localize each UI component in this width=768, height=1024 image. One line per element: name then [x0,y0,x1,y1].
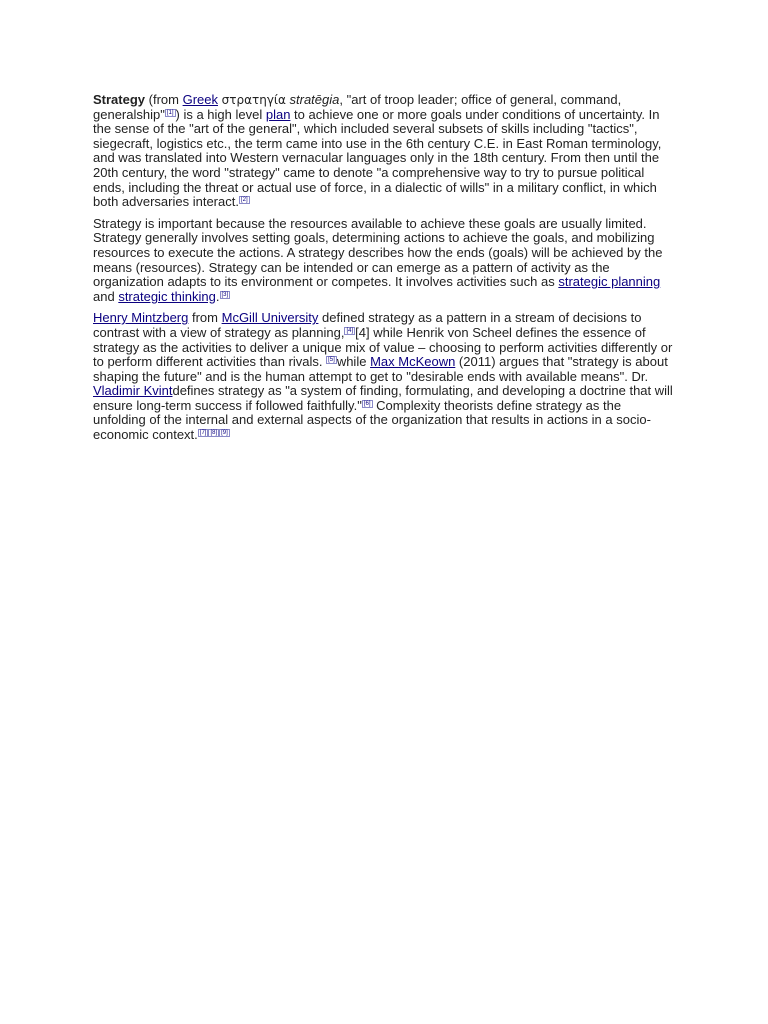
text-run: defined strategy as a pattern in a stream of decisions to contrast with a view of strategy as planning, [93,310,642,340]
text-run: , "art of troop leader; office of general, command, generalship" [93,92,622,122]
citation-link-9[interactable]: [9] [221,430,228,437]
citation-link-4[interactable]: [4] [346,327,354,334]
link-strategic-planning[interactable]: strategic planning [558,274,661,290]
paragraph-2 [93,217,675,305]
link-max-mckeown[interactable]: Max McKeown [370,354,456,370]
greek-word: στρατηγία [221,93,286,107]
text-run: (from [145,92,183,107]
citation-ref-5 [326,356,337,364]
text-run: ) is a high level [175,106,266,122]
citation-ref-9 [219,429,230,437]
paragraph-3 [93,311,675,442]
citation-link-5[interactable]: [5] [328,357,335,364]
citation-ref-4 [344,327,355,335]
text-run: Strategy is important because the resources available to achieve these goals are usually limited. Strategy generally involves setting goals, determining actions to achieve the goals, and mobilizing resources to execute the actions. A strategy describes how the ends (goals) will be achieved by the means (resources). Strategy can be intended or can emerge as a pattern of activity as the organization adapts to its environment or competes. It involves activities such as [93,215,663,290]
citation-link-8[interactable]: [8] [210,430,218,437]
citation-ref-2 [239,196,250,204]
text-run: (2011) argues that "strategy is about shaping the future" and is the human attempt to get to "desirable ends with available means". Dr. [93,354,668,384]
citation-ref-3 [220,291,231,299]
link-henry-mintzberg[interactable]: Henry Mintzberg [93,310,189,326]
article-title-word: Strategy [93,92,146,107]
text-run: while [336,354,371,370]
citation-ref-1 [165,109,176,117]
text-run: Complexity theorists define strategy as the unfolding of the internal and external aspects of the organization that results in actions in a socio-economic context. [93,397,651,443]
link-greek[interactable]: Greek [182,92,218,107]
link-plan[interactable]: plan [265,106,291,122]
paragraph-1 [93,93,675,210]
link-strategic-thinking[interactable]: strategic thinking [118,288,216,304]
citation-link-2[interactable]: [2] [240,197,248,204]
citation-ref-6 [362,400,373,408]
link-vladimir-kvint[interactable]: Vladimir Kvint [93,383,173,399]
citation-ref-7 [198,429,209,437]
citation-link-6[interactable]: [6] [363,400,371,407]
text-run: . [215,288,220,304]
citation-ref-8 [208,429,219,437]
text-run: defines strategy as "a system of finding, formulating, and developing a doctrine that will ensure long-term success if followed faithfully." [93,383,673,413]
citation-link-1[interactable]: [1] [166,109,174,116]
link-mcgill-university[interactable]: McGill University [221,310,319,326]
citation-link-7[interactable]: [7] [199,430,207,437]
text-run: [4] while Henrik von Scheel defines the essence of strategy as the activities to deliver a unique mix of value – choosing to perform activities differently or to perform different activities than rivals. [93,324,673,370]
text-run: and [93,288,119,304]
text-run: from [188,310,222,326]
citation-link-3[interactable]: [3] [221,291,229,298]
text-run: to achieve one or more goals under conditions of uncertainty. In the sense of the "art of the general", which included several subsets of skills including "tactics", siegecraft, logistics etc., the term came into use in the 6th century C.E. in East Roman terminology, and was translated into Western vernacular languages only in the 18th century. From then until the 20th century, the word "strategy" came to denote "a comprehensive way to try to pursue political ends, including the threat or actual use of force, in a dialectic of wills" in a military conflict, in which both adversaries interact. [93,106,662,210]
article-body [93,93,675,450]
transliteration: stratēgia [289,92,340,107]
